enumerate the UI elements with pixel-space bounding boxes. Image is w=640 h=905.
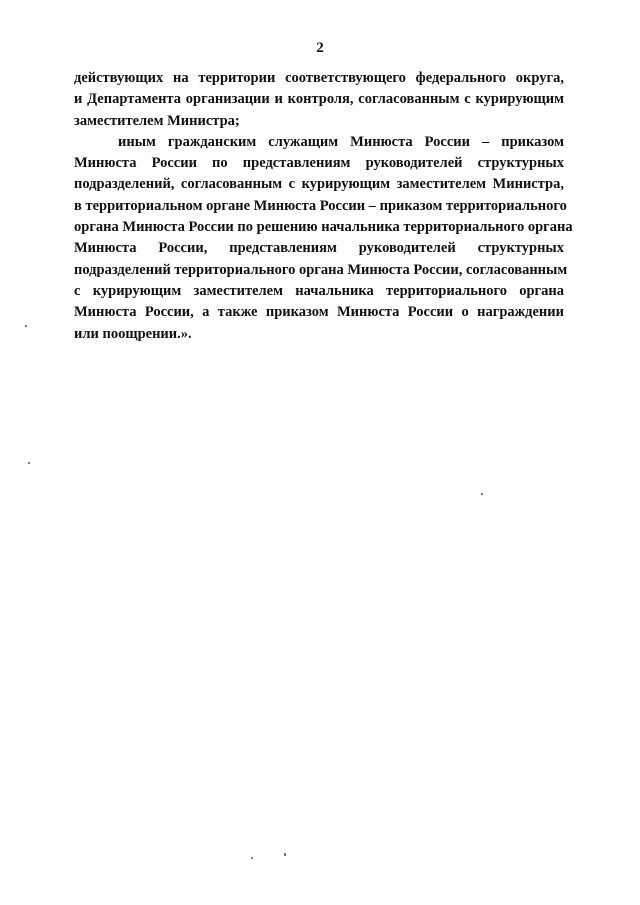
scan-speck xyxy=(481,493,483,495)
text-line: Минюста России, а также приказом Минюста России о награждении xyxy=(74,304,564,321)
text-line: Минюста России по представлениям руководителей структурных xyxy=(74,155,564,172)
text-line: с курирующим заместителем начальника территориального органа xyxy=(74,282,564,299)
text-line: Минюста России, представлениям руководителей структурных xyxy=(74,240,564,257)
text-line: подразделений территориального органа Минюста России, согласованным xyxy=(74,261,568,278)
text-line: органа Минюста России по решению начальника территориального органа xyxy=(74,219,573,236)
text-line: и Департамента организации и контроля, согласованным с курирующим xyxy=(74,91,564,108)
text-line: действующих на территории соответствующего федерального округа, xyxy=(74,70,564,86)
text-line: в территориальном органе Минюста России – приказом территориального xyxy=(74,197,567,214)
scan-speck xyxy=(28,462,30,464)
text-line: заместителем Министра; xyxy=(74,112,240,129)
scan-speck xyxy=(251,857,253,859)
scan-speck xyxy=(284,853,286,856)
text-line: иным гражданским служащим Минюста России – приказом xyxy=(118,133,564,150)
body-text xyxy=(74,68,573,345)
page-number: 2 xyxy=(316,40,324,56)
scan-speck xyxy=(25,325,27,327)
text-line: подразделений, согласованным с курирующим заместителем Министра, xyxy=(74,176,564,193)
text-line: или поощрении.». xyxy=(74,325,192,342)
